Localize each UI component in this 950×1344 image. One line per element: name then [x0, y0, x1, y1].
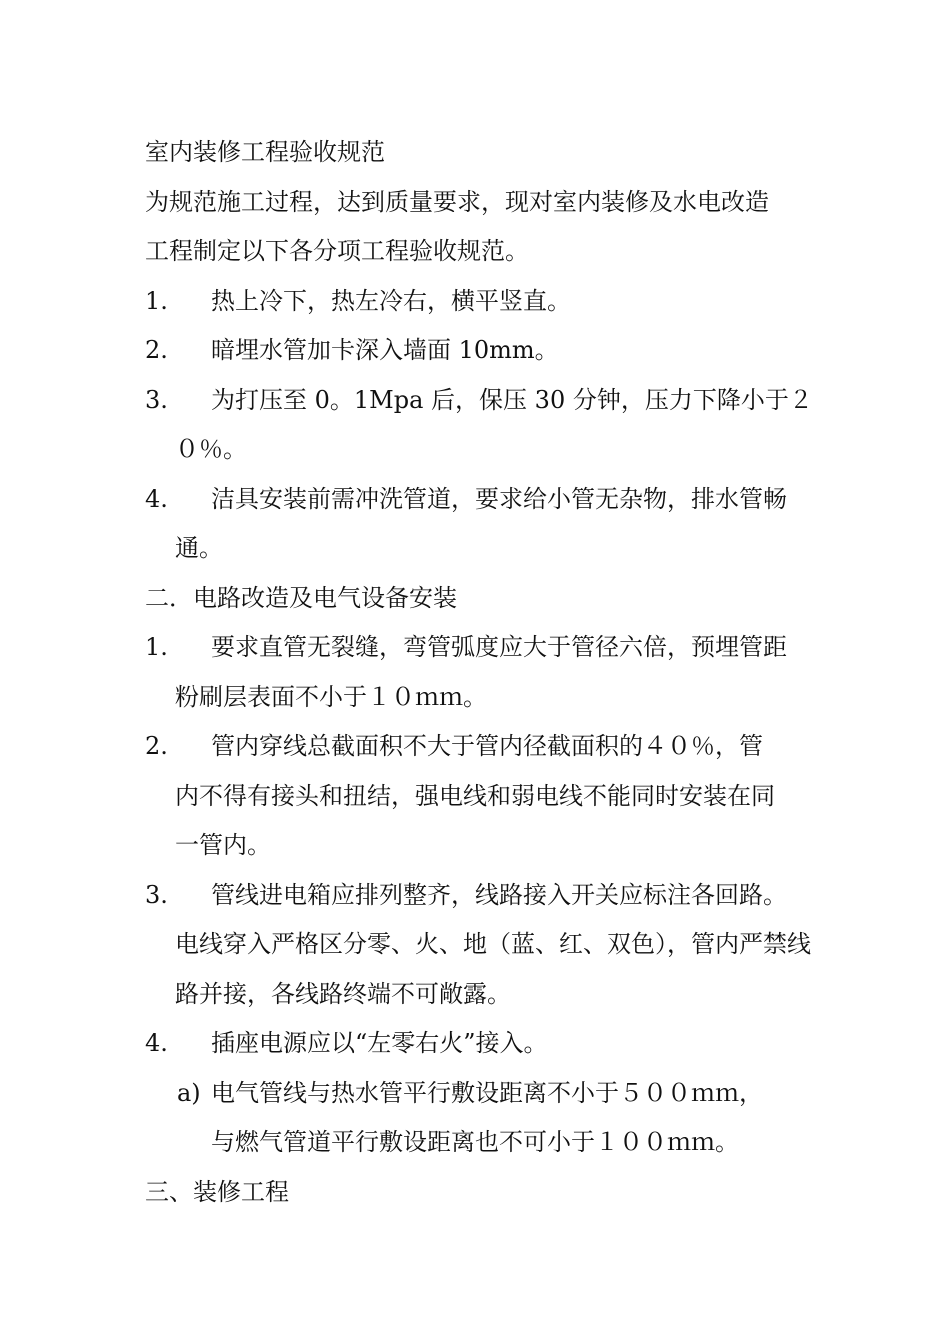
item-text: 洁具安装前需冲洗管道，要求给小管无杂物，排水管畅	[211, 484, 787, 513]
item-text: 为打压至 0。1Mpa 后，保压 30 分钟，压力下降小于２	[211, 385, 813, 414]
sub-item-a	[177, 1069, 815, 1168]
electric-item-2	[145, 722, 815, 772]
item-continuation: ０％。	[175, 435, 247, 463]
electric-list	[145, 623, 815, 1168]
item-number: 2.	[145, 336, 168, 364]
water-item-2	[145, 326, 815, 376]
item-number: 1.	[145, 286, 168, 315]
item-number: 3.	[145, 385, 168, 414]
item-text: 要求直管无裂缝，弯管弧度应大于管径六倍，预埋管距	[211, 633, 787, 661]
electric-item-1	[145, 623, 815, 673]
intro-line-2: 工程制定以下各分项工程验收规范。	[145, 237, 529, 265]
item-text: 管内穿线总截面积不大于管内径截面积的４０％，管	[211, 732, 763, 760]
item-text: 暗埋水管加卡深入墙面 10mm。	[211, 336, 559, 364]
section-heading-electrical: 二．电路改造及电气设备安装	[145, 583, 457, 612]
sub-item-line-2: 与燃气管道平行敷设距离也不可小于１００ｍｍ。	[211, 1128, 739, 1156]
item-continuation: 通。	[175, 534, 223, 562]
item-text: 管线进电箱应排列整齐，线路接入开关应标注各回路。	[211, 880, 787, 909]
item-continuation: 内不得有接头和扭结，强电线和弱电线不能同时安装在同	[175, 781, 775, 810]
item-text: 热上冷下，热左冷右，横平竖直。	[211, 286, 571, 315]
water-list	[145, 277, 815, 574]
intro-line-1: 为规范施工过程，达到质量要求，现对室内装修及水电改造	[145, 187, 769, 216]
document-body	[145, 128, 815, 1217]
sub-item-line-1: 电气管线与热水管平行敷设距离不小于５００ｍｍ，	[211, 1078, 763, 1107]
item-continuation: 电线穿入严格区分零、火、地（蓝、红、双色），管内严禁线	[175, 930, 811, 958]
item-text: 插座电源应以“左零右火”接入。	[211, 1029, 548, 1057]
item-number: 4.	[145, 484, 168, 513]
item-continuation: 路并接，各线路终端不可敞露。	[175, 979, 511, 1008]
electric-item-3	[145, 871, 815, 921]
water-item-4	[145, 475, 815, 525]
item-continuation: 粉刷层表面不小于１０ｍｍ。	[175, 682, 487, 711]
document-title: 室内装修工程验收规范	[145, 138, 385, 166]
item-number: 4.	[145, 1029, 168, 1057]
item-number: 2.	[145, 732, 168, 760]
sub-item-text	[211, 1069, 815, 1168]
water-item-3	[145, 376, 815, 426]
electric-item-4	[145, 1019, 815, 1069]
sub-item-label: a)	[177, 1078, 201, 1107]
water-item-1	[145, 277, 815, 327]
item-continuation: 一管内。	[175, 831, 271, 859]
section-heading-decoration: 三、装修工程	[145, 1177, 289, 1206]
item-number: 1.	[145, 633, 168, 661]
item-number: 3.	[145, 880, 168, 909]
